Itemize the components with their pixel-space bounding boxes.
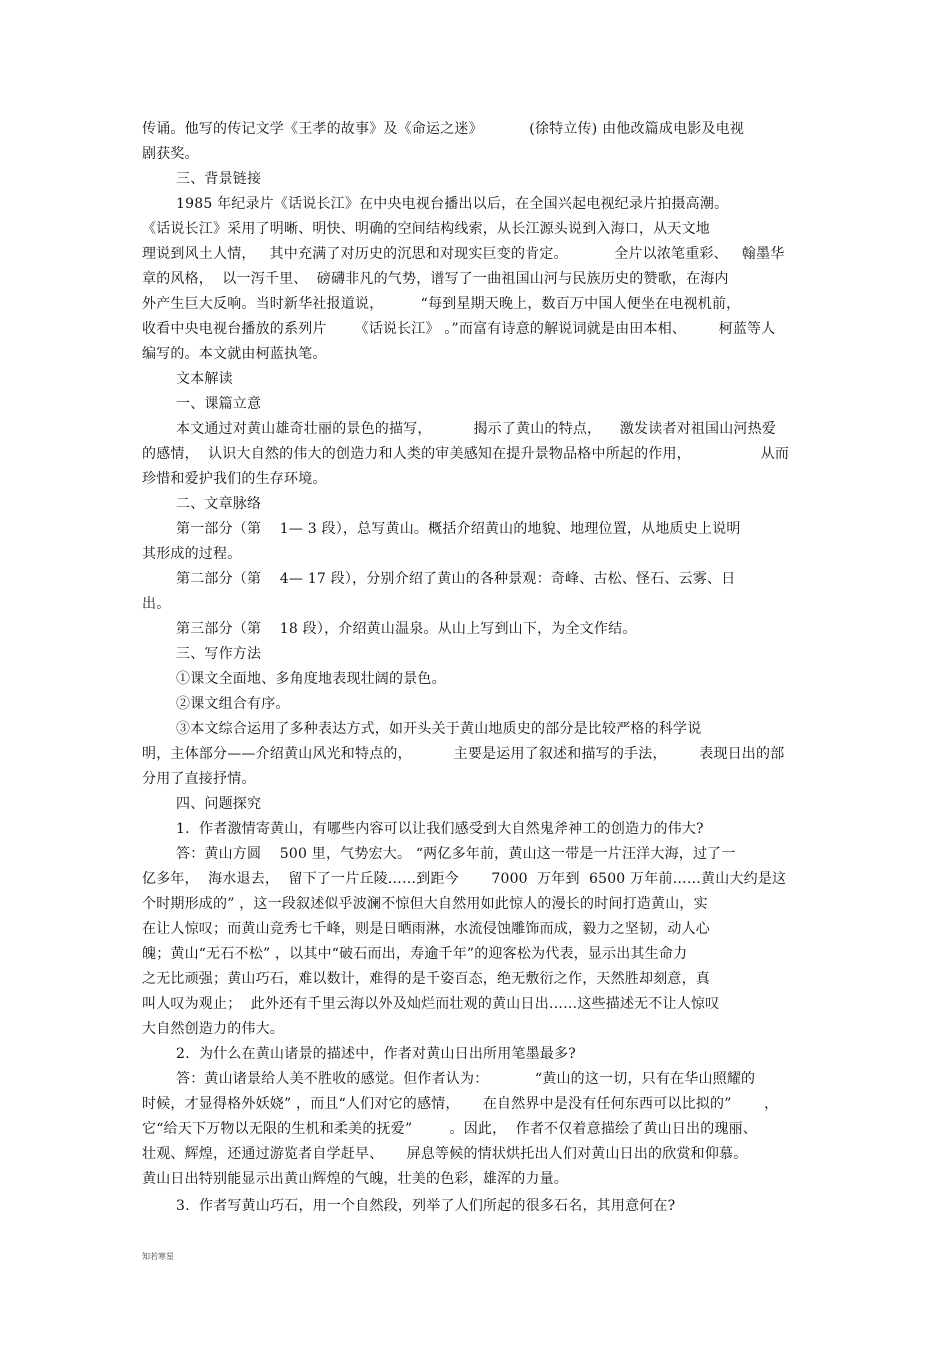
- text-line: 个时期形成的” ，这一段叙述似乎波澜不惊但大自然用如此惊人的漫长的时间打造黄山，实: [142, 896, 708, 912]
- text-line: 明，主体部分——介绍黄山风光和特点的， 主要是运用了叙述和描写的手法， 表现日出的部: [142, 746, 785, 762]
- page-footer: 知若寒星: [142, 1252, 174, 1261]
- text-line: 第一部分（第 1— 3 段），总写黄山。概括介绍黄山的地貌、地理位置，从地质史上说明: [176, 521, 741, 537]
- question: 1. 作者激情寄黄山，有哪些内容可以让我们感受到大自然鬼斧神工的创造力的伟大?: [176, 821, 704, 837]
- section-heading: 三、写作方法: [176, 646, 262, 662]
- text-line: 壮观、辉煌，还通过游览者自学赶早、 屏息等候的情状烘托出人们对黄山日出的欣赏和仰慕。: [142, 1146, 748, 1162]
- text-line: 之无比顽强；黄山巧石，难以数计，难得的是千姿百态，绝无敷衍之作，天然胜却刻意，真: [142, 971, 710, 987]
- section-heading: 文本解读: [176, 371, 233, 387]
- text-line: 第三部分（第 18 段），介绍黄山温泉。从山上写到山下，为全文作结。: [176, 621, 637, 637]
- text-line: 理说到风土人情， 其中充满了对历史的沉思和对现实巨变的肯定。 全片以浓笔重彩、 翰墨华: [142, 246, 785, 262]
- question: 3. 作者写黄山巧石，用一个自然段，列举了人们所起的很多石名，其用意何在?: [176, 1198, 676, 1214]
- text-line: 收看中央电视台播放的系列片 《话说长江》 。”而富有诗意的解说词就是由田本相、 柯蓝等人: [142, 321, 776, 337]
- text-line: ②课文组合有序。: [176, 696, 290, 712]
- text-line: 珍惜和爱护我们的生存环境。: [142, 471, 327, 487]
- text-line: 1985 年纪录片《话说长江》在中央电视台播出以后，在全国兴起电视纪录片拍摄高潮。: [176, 196, 729, 212]
- answer: 答：黄山方圆 500 里，气势宏大。 “两亿多年前，黄山这一带是一片汪洋大海，过了一: [176, 846, 736, 862]
- text-line: 在让人惊叹；而黄山竞秀七千峰，则是日晒雨淋，水流侵蚀雕饰而成，毅力之坚韧，动人心: [142, 921, 710, 937]
- text-line: 时候，才显得格外妖娆” ，而且“人们对它的感情， 在自然界中是没有任何东西可以比拟的” ，: [142, 1096, 779, 1112]
- text-line: 叫人叹为观止； 此外还有千里云海以外及灿烂而壮观的黄山日出……这些描述无不让人惊叹: [142, 996, 720, 1012]
- text-line: 黄山日出特别能显示出黄山辉煌的气魄，壮美的色彩，雄浑的力量。: [142, 1171, 568, 1187]
- text-line: 编写的。本文就由柯蓝执笔。: [142, 346, 327, 362]
- question: 2. 为什么在黄山诸景的描述中，作者对黄山日出所用笔墨最多?: [176, 1046, 576, 1062]
- text-line: 出。: [142, 596, 171, 612]
- text-line: 亿多年， 海水退去， 留下了一片丘陵……到距今 7000 万年到 6500 万年前……黄山大约是这: [142, 871, 787, 887]
- section-heading: 三、背景链接: [176, 171, 262, 187]
- text-line: 章的风格， 以一泻千里、 磅礴非凡的气势，谱写了一曲祖国山河与民族历史的赞歌，在海内: [142, 271, 729, 287]
- text-line: 第二部分（第 4— 17 段），分别介绍了黄山的各种景观：奇峰、古松、怪石、云雾、日: [176, 571, 736, 587]
- text-line: 《话说长江》采用了明晰、明快、明确的空间结构线索，从长江源头说到入海口，从天文地: [142, 221, 710, 237]
- text-line: 传诵。他写的传记文学《王孝的故事》及《命运之迷》 (徐特立传) 由他改篇成电影及电视: [142, 121, 745, 137]
- section-heading: 四、问题探究: [176, 796, 262, 812]
- text-line: 魄；黄山“无石不松” ，以其中“破石而出，寿逾千年”的迎客松为代表，显示出其生命力: [142, 946, 688, 962]
- text-line: 外产生巨大反响。当时新华社报道说， “每到星期天晚上，数百万中国人便坐在电视机前，: [142, 296, 741, 312]
- text-line: 分用了直接抒情。: [142, 771, 256, 787]
- text-line: 的感情， 认识大自然的伟大的创造力和人类的审美感知在提升景物品格中所起的作用， 从而: [142, 446, 790, 462]
- text-line: 大自然创造力的伟大。: [142, 1021, 284, 1037]
- text-line: 它“给天下万物以无限的生机和柔美的抚爱” 。因此， 作者不仅着意描绘了黄山日出的瑰丽、: [142, 1121, 758, 1137]
- answer: 答：黄山诸景给人美不胜收的感觉。但作者认为： “黄山的这一切，只有在华山照耀的: [176, 1071, 756, 1087]
- text-line: 剧获奖。: [142, 146, 199, 162]
- section-heading: 二、文章脉络: [176, 496, 262, 512]
- text-line: 其形成的过程。: [142, 546, 242, 562]
- section-heading: 一、课篇立意: [176, 396, 262, 412]
- text-line: 本文通过对黄山雄奇壮丽的景色的描写， 揭示了黄山的特点， 激发读者对祖国山河热爱: [176, 421, 777, 437]
- text-line: ③本文综合运用了多种表达方式，如开头关于黄山地质史的部分是比较严格的科学说: [176, 721, 702, 737]
- text-line: ①课文全面地、多角度地表现壮阔的景色。: [176, 671, 446, 687]
